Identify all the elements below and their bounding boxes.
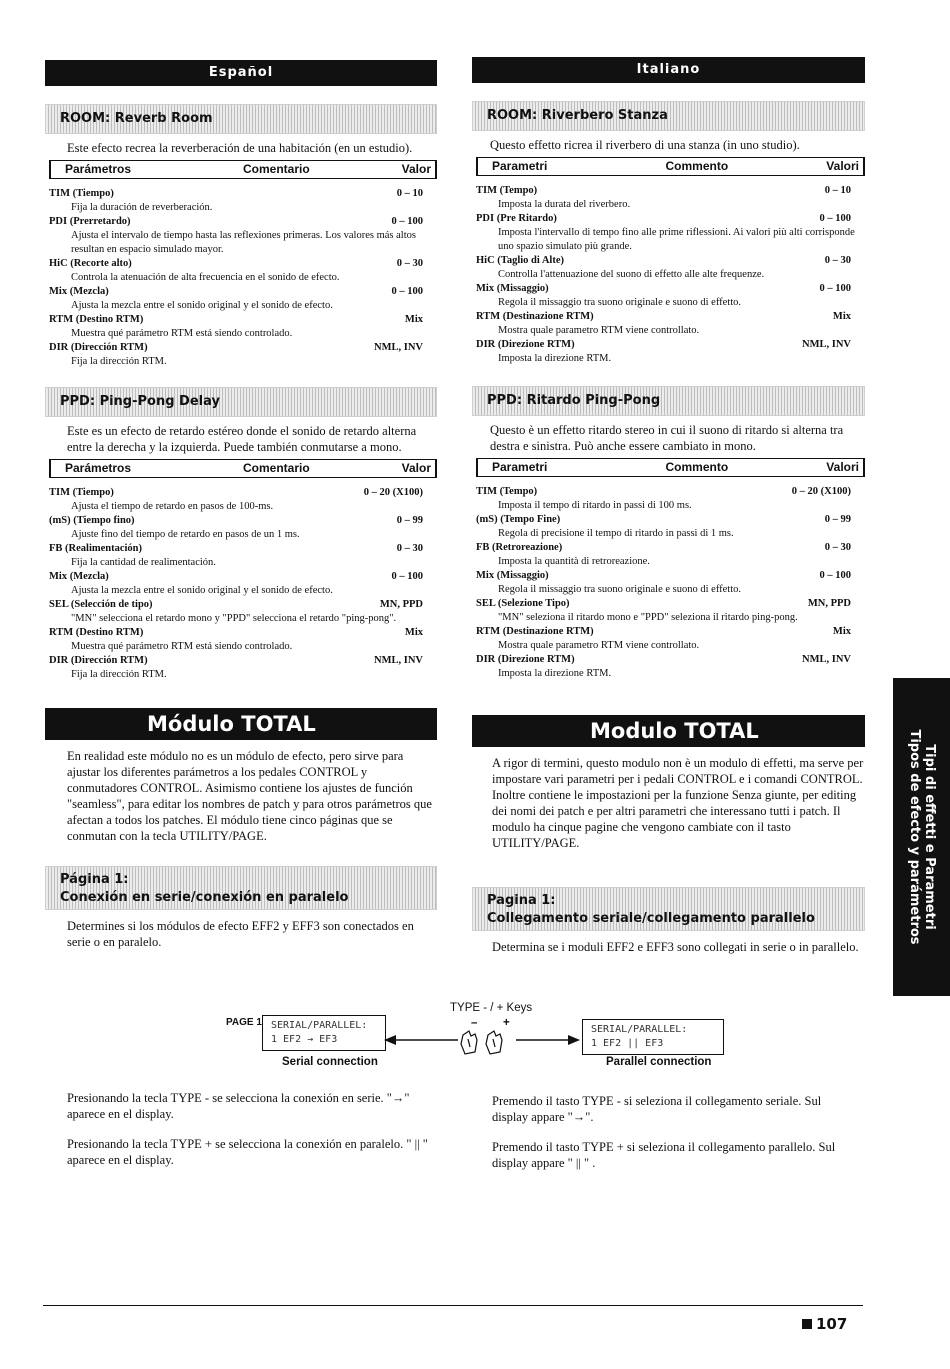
param-value: 0 – 99 [824,514,851,525]
param-value: MN, PPD [379,599,423,610]
module-total-title: Módulo TOTAL [45,708,437,740]
param-value: 0 – 100 [391,571,423,582]
param-name: RTM (Destinazione RTM) [476,311,594,322]
param-desc: Controlla l'attenuazione del suono di effetto alle alte frequenze. [498,269,765,280]
param-name: TIM (Tiempo) [49,487,114,498]
param-name: HiC (Recorte alto) [49,258,132,269]
param-row [476,282,865,296]
param-row [476,254,865,268]
param-value: Mix [404,627,423,638]
param-name: PDI (Prerretardo) [49,216,131,227]
es-note-serial: Presionando la tecla TYPE - se selecciona la conexión en serie. "→" aparece en el display. [67,1091,410,1121]
serial-lcd-line1: SERIAL/PARALLEL: [271,1020,368,1031]
param-value: 0 – 100 [819,213,851,224]
param-desc: Fija la duración de reverberación. [71,202,213,213]
param-value: NML, INV [802,339,851,350]
page-number-value: 107 [816,1315,848,1333]
param-name: (mS) (Tiempo fino) [49,515,135,526]
param-value: 0 – 10 [396,188,423,199]
param-desc: Ajusta el tiempo de retardo en pasos de 100-ms. [71,501,274,512]
section-title: PPD: Ritardo Ping-Pong [472,386,865,416]
param-value: NML, INV [802,654,851,665]
param-desc: Imposta la direzione RTM. [498,668,612,679]
param-name: RTM (Destino RTM) [49,627,144,638]
module-total-title: Modulo TOTAL [472,715,865,747]
param-name: RTM (Destino RTM) [49,314,144,325]
param-name: Mix (Missaggio) [476,570,549,581]
section-intro: Questo è un effetto ritardo stereo in cui il suono di ritardo si alterna tra destra e sinistra. Può anche essere cambiato in mono. [490,423,844,453]
side-chapter-tab [893,678,950,996]
param-name: FB (Retroreazione) [476,542,563,553]
param-row [476,625,865,639]
param-name: HiC (Taglio di Alte) [476,255,564,266]
param-value: 0 – 20 (X100) [791,486,851,497]
param-list [476,184,865,366]
page1-body: Determines si los módulos de efecto EFF2 y EFF3 son conectados en serie o en paralelo. [67,919,414,949]
es-note-parallel: Presionando la tecla TYPE + se selecciona la conexión en paralelo. " || " aparece en el display. [67,1137,428,1167]
page1-title-line1: Página 1: [60,872,129,887]
param-name: TIM (Tempo) [476,486,538,497]
header-comment: Comentario [243,461,310,475]
param-table-header [49,160,437,179]
left-arrow-icon [384,1035,458,1045]
param-value: 0 – 30 [396,258,423,269]
param-value: Mix [832,626,851,637]
parallel-caption: Parallel connection [606,1056,712,1068]
section-title: ROOM: Reverb Room [45,104,437,134]
param-name: RTM (Destinazione RTM) [476,626,594,637]
param-list [49,486,437,682]
param-desc: Imposta la durata del riverbero. [498,199,631,210]
param-row [49,341,437,355]
param-desc: Imposta il tempo di ritardo in passi di 100 ms. [498,500,692,511]
param-desc: Muestra qué parámetro RTM está siendo controlado. [71,641,293,652]
param-desc: Fija la cantidad de realimentación. [71,557,216,568]
header-params: Parametri [492,159,548,173]
header-comment: Commento [665,159,729,173]
pressing-finger-icon [461,1031,502,1054]
param-row [49,570,437,584]
side-tab-line1: Tipi di effetti e Parametri [921,744,937,930]
param-row [49,257,437,271]
param-row [49,285,437,299]
param-value: Mix [832,311,851,322]
param-name: FB (Realimentación) [49,543,143,554]
param-name: Mix (Missaggio) [476,283,549,294]
header-params: Parametri [492,460,548,474]
param-desc: Regola di precisione il tempo di ritardo in passi di 1 ms. [498,528,734,539]
param-table-header [476,157,865,176]
param-table-header [476,458,865,477]
param-row [49,542,437,556]
param-value: 0 – 30 [824,542,851,553]
side-tab-text [907,729,937,944]
page1-body: Determina se i moduli EFF2 e EFF3 sono collegati in serie o in parallelo. [492,940,859,954]
param-value: 0 – 100 [391,286,423,297]
param-list [49,187,437,369]
section-intro: Este es un efecto de retardo estéreo donde el sonido de retardo alterna entre la derecha y la izquierda. Puede también conmutarse a mono. [67,424,417,454]
param-row [49,654,437,668]
module-total-body: A rigor di termini, questo modulo non è un modulo di effetti, ma serve per impostare vari parametri per i pedali CONTROL e i comandi CONTROL. Inoltre contiene le impostazioni per la funzione Senza giunte, per editing dei nomi dei patch e per altri parametri che interessano tutti i patch. Il modulo ha cinque pagine che vengono cambiate con il tasto UTILITY/PAGE. [492,756,864,850]
connection-arrows [0,995,950,1075]
param-row [49,486,437,500]
param-list [476,485,865,681]
param-table-header [49,459,437,478]
language-header: Italiano [472,57,865,83]
param-row [49,215,437,229]
param-row [476,541,865,555]
header-comment: Comentario [243,162,310,176]
param-desc: Mostra quale parametro RTM viene controllato. [498,640,700,651]
language-header: Español [45,60,437,86]
param-value: 0 – 30 [824,255,851,266]
section-title: PPD: Ping-Pong Delay [45,387,437,417]
param-row [476,569,865,583]
param-row [476,653,865,667]
param-value: 0 – 100 [391,216,423,227]
param-row [49,598,437,612]
param-desc: Imposta la quantità di retroreazione. [498,556,650,567]
italian-column [472,57,865,955]
module-total-body: En realidad este módulo no es un módulo de efecto, pero sirve para ajustar los diferentes parámetros a los pedales CONTROL y conmutadores CONTROL. Asimismo contiene los ajustes de función "seamless", para editar los nombres de patch y para otros parámetros que afectan a todos los patches. El módulo tiene cinco páginas que se conmutan con la tecla UTILITY/PAGE. [67,749,432,843]
param-row [49,626,437,640]
page-label: PAGE 1 [226,1017,262,1028]
minus-key-label: – [471,1017,478,1029]
param-desc: Fija la dirección RTM. [71,356,167,367]
param-row [476,513,865,527]
param-desc: "MN" selecciona el retardo mono y "PPD" selecciona el retardo "ping-pong". [71,613,397,624]
param-desc: Ajuste fino del tiempo de retardo en pasos de un 1 ms. [71,529,300,540]
param-row [49,187,437,201]
section-intro: Questo effetto ricrea il riverbero di una stanza (in uno studio). [490,138,800,152]
param-desc: Mostra quale parametro RTM viene controllato. [498,325,700,336]
param-name: Mix (Mezcla) [49,571,109,582]
header-value: Valori [826,159,859,173]
param-name: TIM (Tiempo) [49,188,114,199]
param-value: 0 – 100 [819,570,851,581]
param-value: 0 – 100 [819,283,851,294]
param-desc: Regola il missaggio tra suono originale e suono di effetto. [498,297,742,308]
param-desc: "MN" seleziona il ritardo mono e "PPD" seleziona il ritardo ping-pong. [498,612,798,623]
parallel-lcd-line2: 1 EF2 || EF3 [591,1038,664,1049]
it-note-serial: Premendo il tasto TYPE - si seleziona il collegamento seriale. Sul display appare "→". [492,1094,822,1124]
param-row [476,485,865,499]
param-value: 0 – 20 (X100) [363,487,423,498]
page1-title [472,887,865,931]
param-value: 0 – 99 [396,515,423,526]
param-name: SEL (Selezione Tipo) [476,598,570,609]
header-params: Parámetros [65,461,132,475]
page1-title-line1: Pagina 1: [487,893,556,908]
section-title: ROOM: Riverbero Stanza [472,101,865,131]
param-name: DIR (Direzione RTM) [476,654,575,665]
header-params: Parámetros [65,162,132,176]
param-desc: Controla la atenuación de alta frecuencia en el sonido de efecto. [71,272,340,283]
param-value: 0 – 10 [824,185,851,196]
param-desc: Ajusta el intervalo de tiempo hasta las reflexiones primeras. Los valores más altos resultan en espacio simulado mayor. [71,230,416,255]
page1-title [45,866,437,910]
serial-lcd-line2: 1 EF2 → EF3 [271,1034,338,1045]
param-name: DIR (Dirección RTM) [49,655,148,666]
param-row [476,310,865,324]
param-name: SEL (Selección de tipo) [49,599,153,610]
page-number [802,1315,847,1333]
param-value: NML, INV [374,342,423,353]
section-intro: Este efecto recrea la reverberación de una habitación (en un estudio). [67,141,413,155]
spanish-column [45,60,437,950]
param-value: MN, PPD [807,598,851,609]
param-desc: Regola il missaggio tra suono originale e suono di effetto. [498,584,742,595]
page1-title-line2: Conexión en serie/conexión en paralelo [60,890,349,905]
it-note-parallel: Premendo il tasto TYPE + si seleziona il collegamento parallelo. Sul display appare " || " . [492,1140,836,1170]
param-desc: Imposta l'intervallo di tempo fino alle prime riflessioni. Ai valori più alti corrisponde uno spazio simulato più grande. [498,227,855,252]
param-row [476,212,865,226]
right-arrow-icon [516,1035,580,1045]
param-name: Mix (Mezcla) [49,286,109,297]
param-desc: Muestra qué parámetro RTM está siendo controlado. [71,328,293,339]
param-value: NML, INV [374,655,423,666]
serial-caption: Serial connection [282,1056,378,1068]
param-row [49,514,437,528]
header-value: Valor [401,162,431,176]
param-desc: Ajusta la mezcla entre el sonido original y el sonido de efecto. [71,300,333,311]
param-desc: Ajusta la mezcla entre el sonido original y el sonido de efecto. [71,585,333,596]
param-desc: Imposta la direzione RTM. [498,353,612,364]
page1-title-line2: Collegamento seriale/collegamento parallelo [487,911,815,926]
param-row [476,338,865,352]
param-name: PDI (Pre Ritardo) [476,213,557,224]
header-comment: Commento [665,460,729,474]
param-name: TIM (Tempo) [476,185,538,196]
type-keys-label: TYPE - / + Keys [450,1002,533,1014]
param-value: Mix [404,314,423,325]
plus-key-label: + [503,1017,510,1029]
param-name: DIR (Dirección RTM) [49,342,148,353]
param-row [476,184,865,198]
param-row [476,597,865,611]
connection-figure [0,995,950,1075]
param-value: 0 – 30 [396,543,423,554]
header-value: Valor [401,461,431,475]
param-name: DIR (Direzione RTM) [476,339,575,350]
header-value: Valori [826,460,859,474]
param-row [49,313,437,327]
side-tab-line2: Tipos de efecto y parámetros [906,729,922,945]
footer-rule [43,1305,863,1306]
param-name: (mS) (Tempo Fine) [476,514,561,525]
param-desc: Fija la dirección RTM. [71,669,167,680]
parallel-lcd-line1: SERIAL/PARALLEL: [591,1024,688,1035]
square-bullet-icon [802,1319,812,1329]
